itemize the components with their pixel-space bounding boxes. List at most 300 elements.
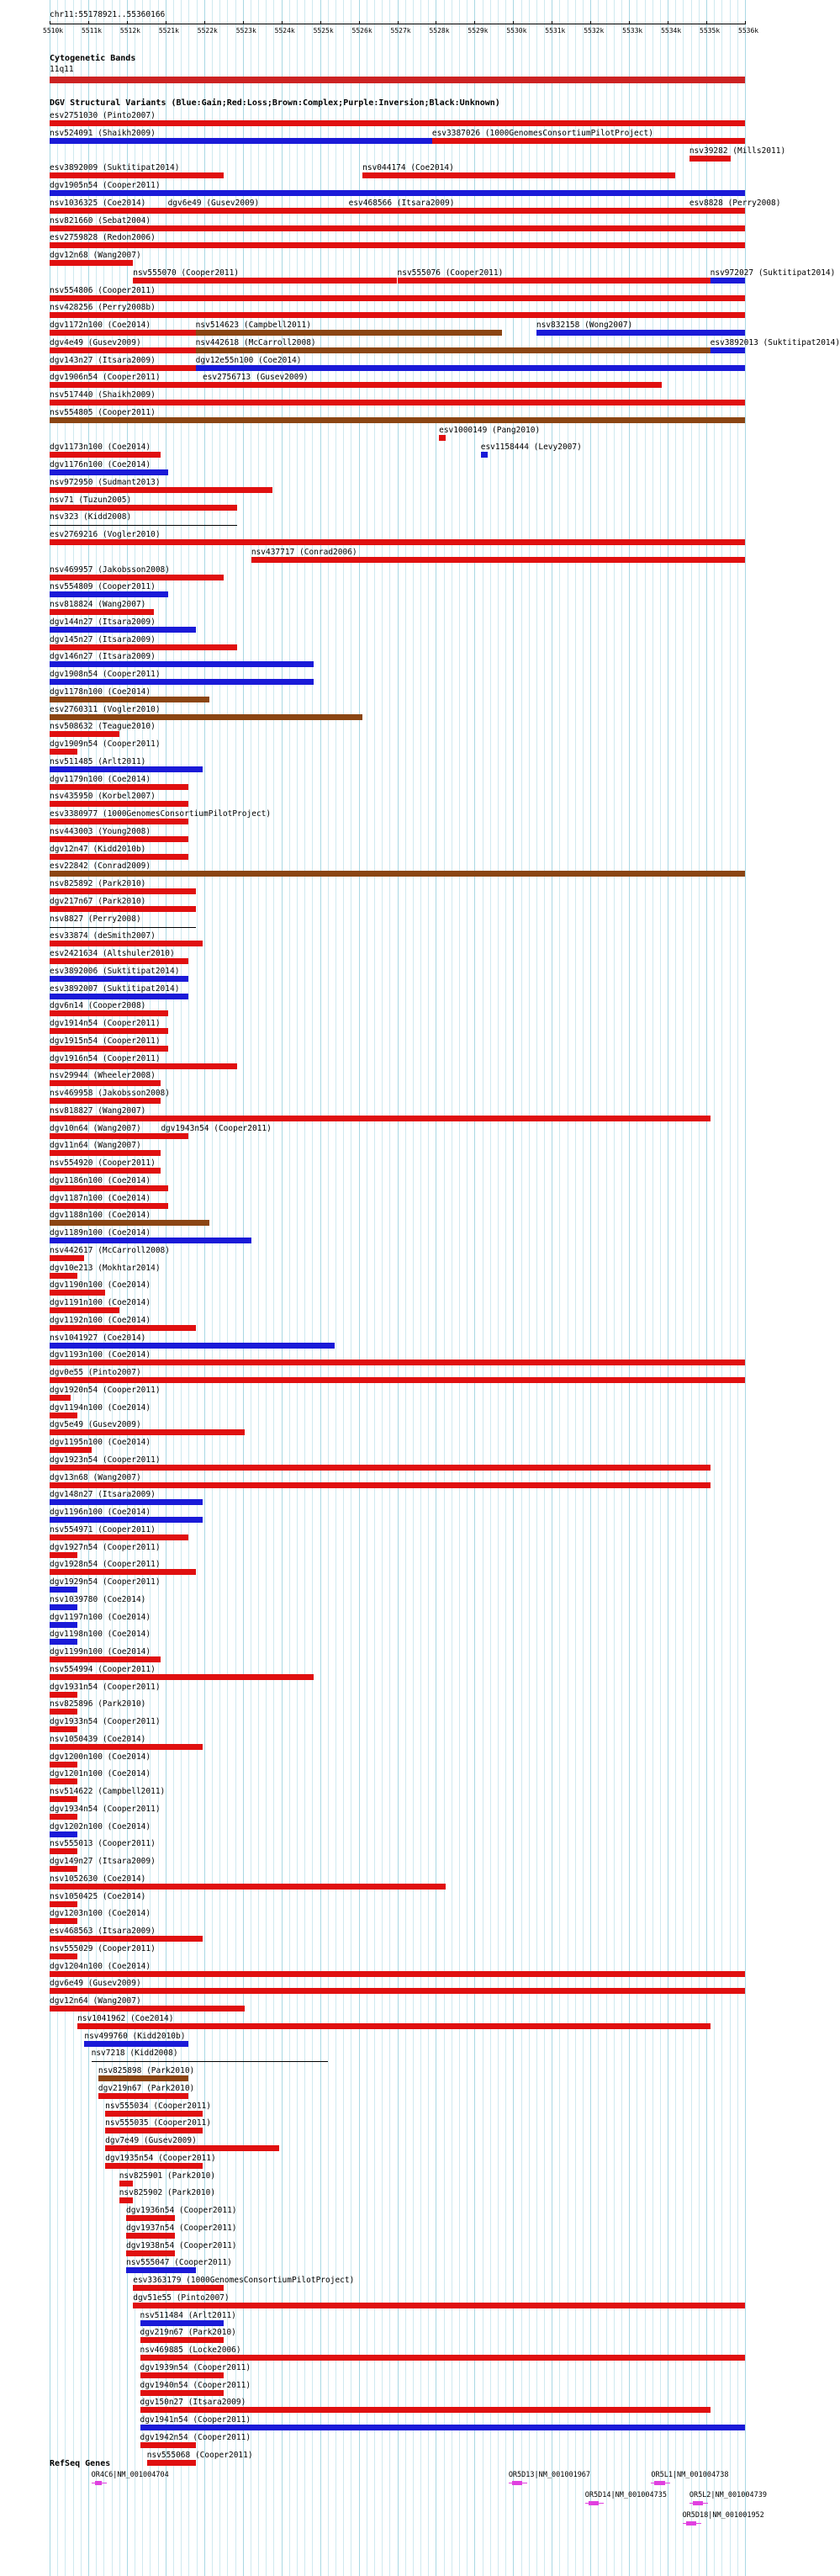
variant-label: esv3892006 (Suktitipat2014)	[50, 966, 180, 976]
variant-bar-loss[interactable]	[50, 1936, 203, 1942]
variant-bar-gain[interactable]	[50, 1604, 77, 1610]
variant-label: nsv323 (Kidd2008)	[50, 512, 132, 522]
variant-bar-gain[interactable]	[50, 1517, 203, 1523]
variant-bar-loss[interactable]	[50, 1569, 196, 1575]
variant-bar-loss[interactable]	[119, 2181, 134, 2186]
variant-bar-unknown[interactable]	[92, 2061, 328, 2062]
variant-label: nsv8827 (Perry2008)	[50, 914, 141, 924]
ruler-tick	[590, 21, 591, 24]
variant-bar-gain[interactable]	[196, 365, 745, 371]
variant-bar-unknown[interactable]	[50, 525, 237, 526]
variant-bar-loss[interactable]	[133, 2285, 224, 2291]
variant-bar-loss[interactable]	[50, 1307, 119, 1313]
variant-bar-loss[interactable]	[50, 330, 196, 336]
variant-label: dgv143n27 (Itsara2009)	[50, 355, 156, 365]
variant-bar-loss[interactable]	[251, 557, 745, 563]
variant-label: dgv1941n54 (Cooper2011)	[140, 2415, 251, 2425]
variant-label: dgv10n64 (Wang2007)	[50, 1123, 141, 1133]
variant-bar-loss[interactable]	[140, 2390, 224, 2396]
variant-bar-loss[interactable]	[50, 836, 188, 842]
variant-bar-loss[interactable]	[50, 1429, 245, 1435]
variant-bar-loss[interactable]	[50, 1150, 161, 1156]
variant-bar-complex[interactable]	[50, 417, 745, 423]
variant-label: nsv818824 (Wang2007)	[50, 600, 146, 609]
variant-bar-loss[interactable]	[50, 312, 745, 318]
variant-bar-loss[interactable]	[50, 1988, 745, 1994]
ruler-tick	[243, 21, 244, 24]
variant-bar-complex[interactable]	[50, 871, 745, 877]
variant-label: dgv1187n100 (Coe2014)	[50, 1193, 151, 1203]
variant-bar-loss[interactable]	[50, 172, 224, 178]
variant-bar-loss[interactable]	[50, 1290, 105, 1296]
variant-bar-loss[interactable]	[50, 242, 745, 248]
variant-bar-loss[interactable]	[50, 1901, 77, 1907]
variant-bar-loss[interactable]	[50, 400, 745, 405]
variant-bar-loss[interactable]	[50, 1010, 168, 1016]
variant-label: nsv524091 (Shaikh2009)	[50, 128, 156, 138]
variant-bar-loss[interactable]	[50, 1674, 314, 1680]
ruler-label: 5527k	[390, 27, 411, 34]
variant-label: esv22842 (Conrad2009)	[50, 861, 151, 872]
variant-bar-loss[interactable]	[50, 1744, 203, 1750]
variant-label: nsv044174 (Coe2014)	[362, 163, 454, 173]
variant-bar-gain[interactable]	[481, 452, 488, 458]
variant-bar-gain[interactable]	[50, 1639, 77, 1645]
ruler-tick	[629, 21, 630, 24]
variant-bar-loss[interactable]	[50, 888, 196, 894]
variant-bar-loss[interactable]	[50, 382, 203, 388]
variant-label: dgv1906n54 (Cooper2011)	[50, 373, 161, 383]
variant-bar-loss[interactable]	[50, 1080, 161, 1086]
variant-label: esv1000149 (Pang2010)	[439, 425, 541, 435]
variant-label: nsv1050425 (Coe2014)	[50, 1891, 146, 1901]
ruler-label: 5523k	[235, 27, 256, 34]
variant-bar-gain[interactable]	[50, 1238, 251, 1243]
variant-bar-gain[interactable]	[50, 994, 188, 999]
variant-bar-loss[interactable]	[50, 1116, 711, 1121]
variant-label: dgv1927n54 (Cooper2011)	[50, 1542, 161, 1552]
variant-label: nsv514622 (Campbell2011)	[50, 1787, 166, 1796]
variant-label: nsv39282 (Mills2011)	[689, 146, 786, 156]
variant-label: dgv1189n100 (Coe2014)	[50, 1228, 151, 1238]
variant-label: dgv219n67 (Park2010)	[98, 2083, 195, 2093]
gene-line	[683, 2523, 701, 2524]
variant-bar-gain[interactable]	[126, 2267, 196, 2273]
variant-label: dgv1192n100 (Coe2014)	[50, 1315, 151, 1325]
variant-bar-loss[interactable]	[50, 1953, 77, 1959]
variant-bar-unknown[interactable]	[50, 927, 196, 928]
variant-label: nsv29944 (Wheeler2008)	[50, 1071, 156, 1081]
variant-bar-gain[interactable]	[50, 661, 314, 667]
variant-bar-loss[interactable]	[50, 120, 745, 126]
ruler-label: 5531k	[545, 27, 566, 34]
variant-label: nsv428256 (Perry2008b)	[50, 303, 156, 313]
variant-label: nsv555070 (Cooper2011)	[133, 268, 240, 278]
variant-bar-loss[interactable]	[689, 208, 745, 214]
variant-bar-loss[interactable]	[50, 941, 203, 946]
variant-label: dgv145n27 (Itsara2009)	[50, 634, 156, 644]
variant-label: dgv1915n54 (Cooper2011)	[50, 1036, 161, 1046]
variant-bar-loss[interactable]	[50, 1796, 77, 1802]
variant-label: nsv825896 (Park2010)	[50, 1699, 146, 1709]
variant-label: dgv4e49 (Gusev2009)	[50, 337, 141, 347]
variant-label: dgv12n47 (Kidd2010b)	[50, 844, 146, 854]
variant-bar-loss[interactable]	[119, 2197, 134, 2203]
variant-bar-loss[interactable]	[105, 2111, 203, 2117]
variant-bar-loss[interactable]	[349, 208, 689, 214]
variant-bar-loss[interactable]	[50, 1046, 168, 1052]
variant-bar-loss[interactable]	[50, 784, 188, 790]
variant-label: nsv1041927 (Coe2014)	[50, 1333, 146, 1343]
variant-label: esv2769216 (Vogler2010)	[50, 530, 161, 539]
variant-bar-loss[interactable]	[50, 1413, 77, 1418]
grid-line	[706, 0, 707, 2576]
variant-bar-loss[interactable]	[50, 1203, 168, 1209]
variant-label: esv2421634 (Altshuler2010)	[50, 949, 175, 958]
variant-label: dgv1194n100 (Coe2014)	[50, 1402, 151, 1413]
variant-bar-loss[interactable]	[147, 2460, 196, 2466]
variant-label: esv2756713 (Gusev2009)	[202, 373, 309, 383]
ruler-label: 5521k	[158, 27, 179, 34]
variant-bar-complex[interactable]	[98, 2075, 189, 2081]
variant-bar-loss[interactable]	[133, 2303, 745, 2308]
variant-label: dgv1197n100 (Coe2014)	[50, 1612, 151, 1622]
variant-bar-gain[interactable]	[50, 766, 203, 772]
variant-label: dgv1920n54 (Cooper2011)	[50, 1385, 161, 1395]
ruler-label: 5511k	[81, 27, 103, 34]
variant-label: esv1158444 (Levy2007)	[480, 443, 582, 453]
ruler-label: 5529k	[468, 27, 489, 34]
gene-line	[585, 2503, 604, 2504]
variant-bar-loss[interactable]	[50, 1918, 77, 1924]
variant-label: esv2759828 (Redon2006)	[50, 233, 156, 243]
variant-label: nsv554806 (Cooper2011)	[50, 285, 156, 295]
variant-bar-loss[interactable]	[50, 1709, 77, 1715]
variant-label: dgv217n67 (Park2010)	[50, 896, 146, 906]
variant-bar-loss[interactable]	[50, 1762, 77, 1768]
variant-label: nsv825901 (Park2010)	[119, 2171, 216, 2181]
variant-label: nsv555035 (Cooper2011)	[105, 2118, 211, 2128]
gene-label: OR5L2|NM_001004739	[689, 2491, 767, 2499]
variant-bar-loss[interactable]	[140, 2442, 196, 2448]
variant-bar-loss[interactable]	[50, 1395, 71, 1401]
variant-label: dgv144n27 (Itsara2009)	[50, 617, 156, 627]
variant-label: dgv1196n100 (Coe2014)	[50, 1508, 151, 1517]
variant-bar-gain[interactable]	[711, 347, 745, 353]
variant-bar-loss[interactable]	[50, 1377, 745, 1383]
variant-label: nsv555029 (Cooper2011)	[50, 1943, 156, 1953]
variant-bar-gain[interactable]	[50, 976, 188, 982]
variant-bar-complex[interactable]	[50, 714, 362, 720]
variant-bar-complex[interactable]	[50, 697, 209, 702]
variant-bar-loss[interactable]	[50, 1814, 77, 1820]
bands-header: Cytogenetic Bands	[50, 54, 136, 63]
variant-bar-loss[interactable]	[50, 1063, 237, 1069]
variant-label: nsv972027 (Suktitipat2014)	[710, 268, 836, 278]
cytoband-bar[interactable]	[50, 77, 745, 83]
variant-label: dgv51e55 (Pinto2007)	[133, 2292, 230, 2303]
variant-bar-loss[interactable]	[50, 801, 188, 807]
variant-bar-loss[interactable]	[126, 2233, 175, 2239]
variant-label: nsv508632 (Teague2010)	[50, 722, 156, 732]
variant-label: dgv1186n100 (Coe2014)	[50, 1175, 151, 1185]
grid-line	[714, 0, 715, 2576]
variant-label: dgv1923n54 (Cooper2011)	[50, 1455, 161, 1465]
variant-label: esv8828 (Perry2008)	[689, 198, 781, 208]
variant-label: esv3892013 (Suktitipat2014)	[710, 337, 840, 347]
variant-label: esv3363179 (1000GenomesConsortiumPilotProject)	[133, 2276, 355, 2285]
variant-label: esv3892009 (Suktitipat2014)	[50, 163, 180, 173]
variant-bar-loss[interactable]	[50, 1866, 77, 1872]
variant-bar-gain[interactable]	[50, 138, 432, 144]
variant-bar-loss[interactable]	[50, 1726, 77, 1732]
variant-bar-loss[interactable]	[50, 1360, 745, 1365]
variant-bar-loss[interactable]	[133, 278, 397, 284]
variant-bar-loss[interactable]	[105, 2145, 279, 2151]
variant-bar-loss[interactable]	[50, 1656, 161, 1662]
variant-bar-loss[interactable]	[50, 1098, 161, 1104]
variant-label: dgv149n27 (Itsara2009)	[50, 1857, 156, 1866]
variant-bar-loss[interactable]	[432, 138, 745, 144]
variant-bar-loss[interactable]	[50, 2006, 245, 2012]
variant-bar-loss[interactable]	[140, 2372, 224, 2378]
variant-bar-loss[interactable]	[161, 1133, 188, 1139]
variant-bar-loss[interactable]	[50, 1552, 77, 1558]
variant-bar-loss[interactable]	[50, 609, 154, 615]
variant-bar-loss[interactable]	[50, 365, 196, 371]
variant-bar-gain[interactable]	[140, 2320, 224, 2326]
gene-label: OR5D18|NM_001001952	[682, 2511, 764, 2520]
variant-bar-loss[interactable]	[50, 1168, 161, 1174]
variant-bar-loss[interactable]	[50, 958, 188, 964]
variant-label: nsv514623 (Campbell2011)	[195, 321, 311, 330]
variant-bar-complex[interactable]	[50, 1220, 209, 1226]
variant-bar-loss[interactable]	[50, 731, 119, 737]
variant-label: dgv1176n100 (Coe2014)	[50, 460, 151, 469]
variant-bar-gain[interactable]	[50, 1587, 77, 1593]
variant-label: dgv219n67 (Park2010)	[140, 2328, 236, 2338]
variant-bar-complex[interactable]	[196, 347, 711, 353]
variant-label: dgv13n68 (Wang2007)	[50, 1472, 141, 1482]
variant-label: dgv1200n100 (Coe2014)	[50, 1752, 151, 1762]
grid-line	[737, 0, 738, 2576]
variant-label: dgv1916n54 (Cooper2011)	[50, 1053, 161, 1063]
variant-bar-loss[interactable]	[50, 347, 196, 353]
variant-bar-loss[interactable]	[50, 505, 237, 511]
variant-bar-loss[interactable]	[689, 156, 732, 162]
variant-label: nsv469957 (Jakobsson2008)	[50, 564, 170, 575]
variant-label: nsv437717 (Conrad2006)	[251, 547, 357, 557]
variant-bar-loss[interactable]	[140, 2337, 224, 2343]
variant-bar-loss[interactable]	[203, 382, 662, 388]
variant-label: dgv1940n54 (Cooper2011)	[140, 2380, 251, 2390]
variant-label: dgv146n27 (Itsara2009)	[50, 652, 156, 662]
variant-bar-loss[interactable]	[50, 260, 133, 266]
variant-label: dgv1172n100 (Coe2014)	[50, 321, 151, 330]
variant-label: dgv0e55 (Pinto2007)	[50, 1368, 141, 1377]
variant-label: nsv1050439 (Coe2014)	[50, 1734, 146, 1744]
variant-bar-loss[interactable]	[50, 1778, 77, 1784]
variant-bar-gain[interactable]	[84, 2041, 188, 2047]
variant-label: dgv1191n100 (Coe2014)	[50, 1298, 151, 1307]
variant-label: esv2760311 (Vogler2010)	[50, 704, 161, 714]
variant-bar-loss[interactable]	[50, 749, 77, 755]
variant-label: esv468563 (Itsara2009)	[50, 1927, 156, 1936]
variant-bar-complex[interactable]	[196, 330, 502, 336]
variant-bar-loss[interactable]	[50, 819, 188, 824]
variant-bar-gain[interactable]	[536, 330, 745, 336]
variant-bar-gain[interactable]	[140, 2425, 745, 2430]
variant-label: dgv1908n54 (Cooper2011)	[50, 670, 161, 679]
variant-label: dgv12e55n100 (Coe2014)	[195, 355, 302, 365]
variant-bar-loss[interactable]	[362, 172, 675, 178]
variant-bar-loss[interactable]	[98, 2093, 189, 2099]
variant-bar-loss[interactable]	[50, 1971, 745, 1977]
variant-bar-loss[interactable]	[50, 1884, 446, 1890]
variant-label: nsv511485 (Arlt2011)	[50, 756, 146, 766]
variant-label: esv33874 (deSmith2007)	[50, 931, 156, 941]
variant-label: nsv469885 (Locke2006)	[140, 2345, 241, 2355]
variant-label: dgv1909n54 (Cooper2011)	[50, 739, 161, 749]
ruler-label: 5534k	[661, 27, 682, 34]
variant-bar-loss[interactable]	[140, 2407, 711, 2413]
variant-bar-loss[interactable]	[50, 1273, 77, 1279]
variant-bar-gain[interactable]	[50, 1343, 335, 1349]
variant-bar-loss[interactable]	[50, 225, 745, 231]
variant-label: nsv555068 (Cooper2011)	[146, 2450, 253, 2460]
variant-bar-loss[interactable]	[50, 452, 161, 458]
variant-bar-gain[interactable]	[50, 591, 168, 597]
variant-bar-loss[interactable]	[77, 2023, 711, 2029]
variant-bar-loss[interactable]	[105, 2128, 203, 2133]
ruler-tick	[359, 21, 360, 24]
variant-label: dgv1928n54 (Cooper2011)	[50, 1560, 161, 1570]
variant-label: nsv555034 (Cooper2011)	[105, 2101, 211, 2111]
variant-bar-loss[interactable]	[140, 2355, 745, 2361]
variant-label: dgv6n14 (Cooper2008)	[50, 1001, 146, 1011]
variant-bar-loss[interactable]	[50, 1465, 711, 1471]
variant-label: nsv825902 (Park2010)	[119, 2188, 216, 2198]
variant-label: dgv1173n100 (Coe2014)	[50, 443, 151, 453]
variant-bar-loss[interactable]	[50, 1447, 92, 1453]
variant-bar-loss[interactable]	[50, 1848, 77, 1854]
variant-bar-loss[interactable]	[50, 487, 272, 493]
variant-bar-gain[interactable]	[50, 469, 168, 475]
variant-bar-loss[interactable]	[50, 854, 188, 860]
ruler-label: 5535k	[700, 27, 721, 34]
location-label: chr11:55178921..55360166	[50, 10, 166, 19]
variant-label: nsv554809 (Cooper2011)	[50, 582, 156, 592]
ruler-tick	[320, 21, 321, 24]
variant-bar-loss[interactable]	[126, 2250, 175, 2256]
variant-bar-loss[interactable]	[50, 1325, 196, 1331]
variant-label: nsv818827 (Wang2007)	[50, 1105, 146, 1116]
variant-label: dgv6e49 (Gusev2009)	[167, 198, 260, 208]
variant-label: dgv12n68 (Wang2007)	[50, 251, 141, 260]
variant-bar-loss[interactable]	[50, 1482, 711, 1488]
variant-bar-loss[interactable]	[50, 539, 745, 545]
variant-label: dgv1934n54 (Cooper2011)	[50, 1804, 161, 1814]
grid-line	[730, 0, 731, 2576]
ruler-tick	[474, 21, 475, 24]
variant-label: nsv7218 (Kidd2008)	[91, 2049, 178, 2059]
variant-bar-loss[interactable]	[50, 644, 237, 650]
grid-line	[721, 0, 722, 2576]
ruler-label: 5524k	[274, 27, 295, 34]
variant-bar-loss[interactable]	[50, 1255, 84, 1261]
variant-bar-loss[interactable]	[398, 278, 711, 284]
variant-label: esv468566 (Itsara2009)	[348, 198, 455, 208]
variant-label: nsv832158 (Wong2007)	[536, 321, 633, 330]
grid-line	[691, 0, 692, 2576]
variant-label: nsv499760 (Kidd2010b)	[84, 2031, 186, 2041]
variant-label: dgv1929n54 (Cooper2011)	[50, 1577, 161, 1587]
ruler-tick	[88, 21, 89, 24]
variant-label: dgv5e49 (Gusev2009)	[50, 1420, 141, 1430]
variant-label: dgv1943n54 (Cooper2011)	[161, 1123, 272, 1133]
variant-label: nsv1036325 (Coe2014)	[50, 198, 146, 208]
variant-label: dgv1204n100 (Coe2014)	[50, 1961, 151, 1971]
variant-label: nsv821660 (Sebat2004)	[50, 215, 151, 225]
variant-label: nsv1039780 (Coe2014)	[50, 1594, 146, 1604]
variant-bar-loss[interactable]	[105, 2163, 203, 2169]
variant-bar-loss[interactable]	[50, 906, 196, 912]
variant-bar-loss[interactable]	[50, 1185, 168, 1191]
variant-label: dgv7e49 (Gusev2009)	[105, 2136, 197, 2145]
variant-bar-gain[interactable]	[711, 278, 745, 284]
variant-label: nsv71 (Tuzun2005)	[50, 495, 132, 505]
variant-label: dgv1202n100 (Coe2014)	[50, 1821, 151, 1831]
variant-bar-loss[interactable]	[50, 1692, 77, 1698]
variant-bar-loss[interactable]	[50, 1028, 168, 1034]
variant-bar-loss[interactable]	[439, 435, 446, 441]
variant-bar-loss[interactable]	[50, 1133, 161, 1139]
variant-bar-gain[interactable]	[50, 190, 745, 196]
grid-line	[675, 0, 676, 2576]
ruler-label: 5512k	[119, 27, 140, 34]
variant-bar-loss[interactable]	[126, 2215, 175, 2221]
ruler-tick	[513, 21, 514, 24]
variant-label: dgv1178n100 (Coe2014)	[50, 686, 151, 697]
variant-bar-loss[interactable]	[50, 208, 168, 214]
variant-label: dgv1193n100 (Coe2014)	[50, 1350, 151, 1360]
variant-label: nsv442617 (McCarroll2008)	[50, 1245, 170, 1255]
variant-bar-gain[interactable]	[50, 1831, 77, 1837]
grid-line	[699, 0, 700, 2576]
variant-label: dgv1942n54 (Cooper2011)	[140, 2432, 251, 2442]
variant-bar-gain[interactable]	[50, 1499, 203, 1505]
grid-line	[745, 0, 746, 2576]
variant-bar-loss[interactable]	[50, 575, 224, 580]
refseq-header: RefSeq Genes	[50, 2459, 111, 2468]
variant-bar-gain[interactable]	[50, 679, 314, 685]
variant-label: dgv1198n100 (Coe2014)	[50, 1630, 151, 1640]
variant-bar-gain[interactable]	[50, 1622, 77, 1628]
grid-line	[683, 0, 684, 2576]
variant-label: dgv1936n54 (Cooper2011)	[125, 2206, 237, 2215]
gene-label: OR5D13|NM_001001967	[508, 2471, 591, 2479]
ruler-tick	[706, 21, 707, 24]
ruler-label: 5528k	[429, 27, 450, 34]
variant-label: dgv1939n54 (Cooper2011)	[140, 2362, 251, 2372]
variant-bar-loss[interactable]	[50, 1534, 188, 1540]
variant-label: nsv554805 (Cooper2011)	[50, 407, 156, 417]
variant-bar-loss[interactable]	[50, 295, 745, 301]
variant-label: nsv517440 (Shaikh2009)	[50, 390, 156, 400]
variant-bar-gain[interactable]	[50, 627, 196, 633]
variant-label: dgv1199n100 (Coe2014)	[50, 1647, 151, 1656]
variant-bar-loss[interactable]	[168, 208, 349, 214]
